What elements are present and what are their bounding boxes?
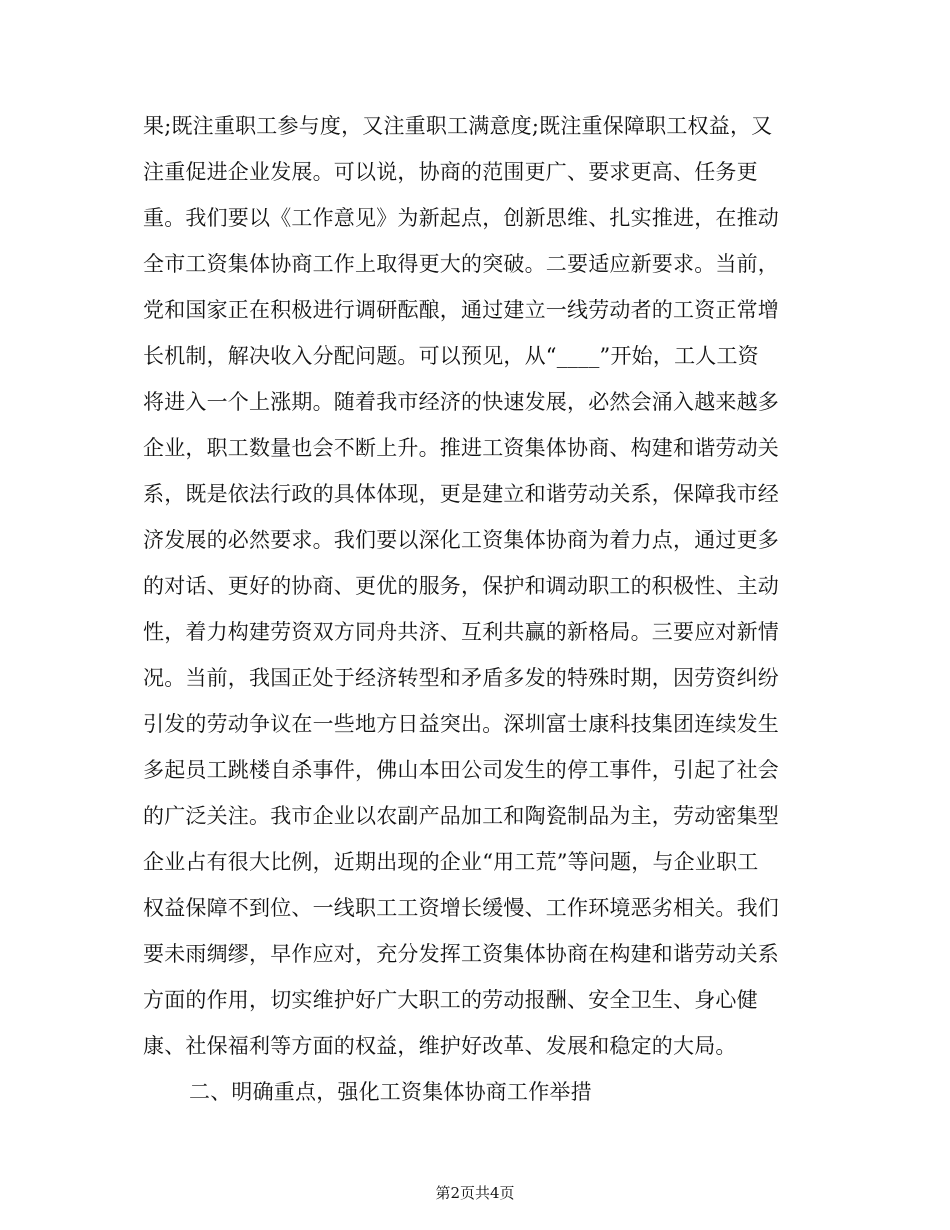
text-line: 企业占有很大比例，近期出现的企业“用工荒”等问题，与企业职工 — [143, 850, 759, 874]
text-line: 注重促进企业发展。可以说，协商的范围更广、要求更高、任务更 — [143, 160, 758, 184]
text-line: 长机制，解决收入分配问题。可以预见，从“____”开始，工人工资 — [143, 344, 759, 368]
text-line: 方面的作用，切实维护好广大职工的劳动报酬、安全卫生、身心健 — [143, 988, 758, 1012]
text-line: 企业，职工数量也会不断上升。推进工资集体协商、构建和谐劳动关 — [143, 436, 779, 460]
text-line: 全市工资集体协商工作上取得更大的突破。二要适应新要求。当前， — [143, 252, 779, 276]
text-line: 将进入一个上涨期。随着我市经济的快速发展，必然会涌入越来越多 — [143, 390, 779, 414]
text-line: 济发展的必然要求。我们要以深化工资集体协商为着力点，通过更多 — [143, 528, 779, 552]
text-line: 康、社保福利等方面的权益，维护好改革、发展和稳定的大局。 — [143, 1034, 737, 1058]
text-line: 要未雨绸缪，早作应对，充分发挥工资集体协商在构建和谐劳动关系 — [143, 942, 779, 966]
page-number: 第2页共4页 — [435, 1184, 515, 1202]
body-text — [143, 103, 823, 1115]
text-line: 重。我们要以《工作意见》为新起点，创新思维、扎实推进，在推动 — [143, 206, 779, 230]
text-line: 系，既是依法行政的具体体现，更是建立和谐劳动关系，保障我市经 — [143, 482, 779, 506]
text-line: 引发的劳动争议在一些地方日益突出。深圳富士康科技集团连续发生 — [143, 712, 779, 736]
text-line: 权益保障不到位、一线职工工资增长缓慢、工作环境恶劣相关。我们 — [143, 896, 779, 920]
text-line: 果;既注重职工参与度，又注重职工满意度;既注重保障职工权益，又 — [143, 114, 773, 138]
text-line: 的广泛关注。我市企业以农副产品加工和陶瓷制品为主，劳动密集型 — [143, 804, 779, 828]
text-line: 多起员工跳楼自杀事件，佛山本田公司发生的停工事件，引起了社会 — [143, 758, 779, 782]
text-line: 况。当前，我国正处于经济转型和矛盾多发的特殊时期，因劳资纠纷 — [143, 666, 779, 690]
text-line: 性，着力构建劳资双方同舟共济、互利共赢的新格局。三要应对新情 — [143, 620, 779, 644]
text-line: 党和国家正在积极进行调研酝酿，通过建立一线劳动者的工资正常增 — [143, 298, 779, 322]
text-line: 的对话、更好的协商、更优的服务，保护和调动职工的积极性、主动 — [143, 574, 779, 598]
section-heading: 二、明确重点，强化工资集体协商工作举措 — [189, 1080, 592, 1104]
